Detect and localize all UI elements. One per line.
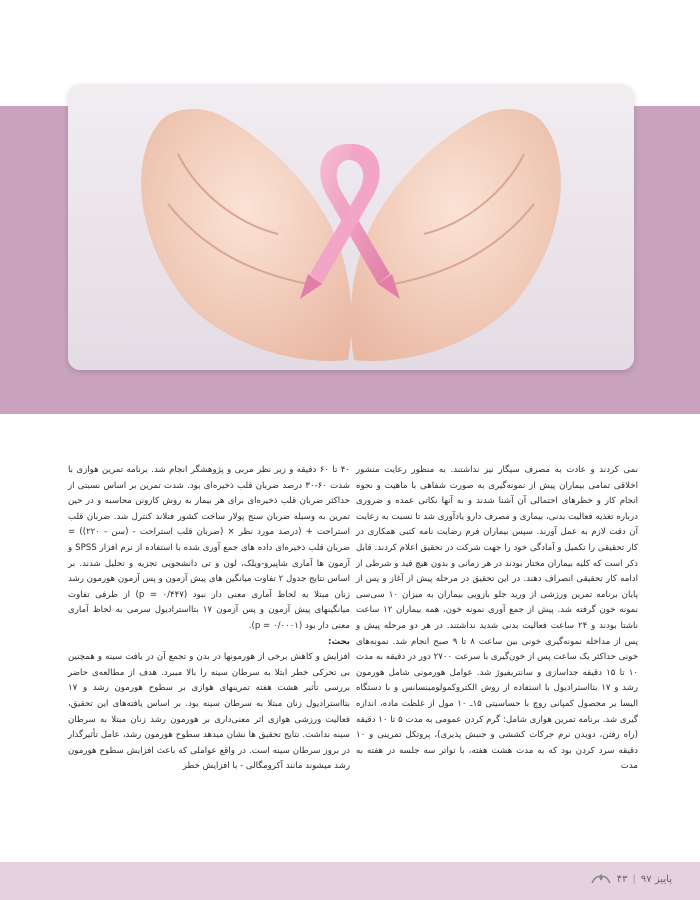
- article-column-right: [356, 463, 638, 775]
- article-column-left: [68, 463, 350, 775]
- hero-photo: [68, 84, 634, 370]
- body-paragraph: نمی کردند و عادت به مصرف سیگار نیز نداشتند. به منظور رعایت منشور اخلاقی تمامی بیماران پیش از نمونه‌گیری به صورت شفاهی با ماهیت و نحوه انجام کار و خطرهای احتمالی آن آشنا شدند و به آنها نکاتی عمده و ضروری درباره تغذیه فعالیت بدنی، بیماری و مصرف دارو یادآوری شد تا نسبت به رعایت آن دقت لازم به عمل آورند. سپس بیماران فرم رضایت نامه کتبی همکاری در کار تحقیقی را تکمیل و آمادگی خود را جهت شرکت در تحقیق اعلام کردند. قابل ذکر است که کلیه بیماران مختار بودند در هر زمانی و بدون هیچ قید و شرطی از ادامه کار تحقیقی انصراف دهند. در این تحقیق در مرحله پیش از آغاز و پس از پایان برنامه تمرین ورزشی از ورید جلو بازویی بیماران به میزان ۱۰ سی‌سی نمونه خون گرفته شد. پیش از جمع آوری نمونه خون، همه بیماران ۱۲ ساعت ناشتا بودند و ۲۴ ساعت فعالیت بدنی شدید نداشتند. در هر دو مرحله پیش و پس از مداخله نمونه‌گیری خونی بین ساعت ۸ تا ۹ صبح انجام شد. نمونه‌های خونی حداکثر یک ساعت پس از خون‌گیری با سرعت ۲۷۰۰ دور در دقیقه به مدت ۱۰ تا ۱۵ دقیقه جداسازی و سانتریفیوژ شد. عوامل هورمونی شامل هورمون رشد و ۱۷ بتااسترادیول با استفاده از روش الکتروکمولومینسانس و با دستگاه الیسا یر محصول کمپانی روچ با حساسیتی ۱۵ـ ۱۰ مول از غلظت ماده، اندازه گیری شد. برنامه تمرین هوازی شامل: گرم کردن عمومی به مدت ۵ تا ۱۰ دقیقه (راه رفتن، دویدن نرم حرکات کششی و جنبش پذیری)، پروتکل تمرینی و ۱۰ دقیقه سرد کردن بود که به مدت هشت هفته، با تواتر سه جلسه در هفته به مدت: [356, 465, 639, 772]
- body-paragraph: ۴۰ تا ۶۰ دقیقه و زیر نظر مربی و پژوهشگر انجام شد. برنامه تمرین هوازی با شدت ۶۰-۳۰ درصد ضربان قلب ذخیره‌ای بود. شدت تمرین بر اساس نسبتی از حداکثر ضربان قلب ذخیره‌ای برای هر بیمار به روش کارونن محاسبه و در حین تمرین به وسیله ضربان سنج پولار ساخت کشور فنلاند کنترل شد. ضربان قلب استراحت + (درصد مورد نظر × (ضربان قلب استراحت - (سن - ۲۲۰)) = ضربان قلب ذخیره‌ای داده های جمع آوری شده با استفاده از نرم افزار SPSS و آزمون ها آماری شاپیرو-ویلک، لون و تی دانشجویی تجزیه و تحلیل شدند. بر اساس نتایج جدول ۲ تفاوت میانگین های پیش آزمون و پس آزمون هورمون رشد زنان مبتلا به لحاظ آماری معنی دار نبود (p = ۰/۴۴۷) از طرفی تفاوت میانگینهای پیش آزمون و پس آزمون ۱۷ بتااسترادیول سرمی به لحاظ آماری معنی دار بود (p = ۰/۰۰۰۱).: [68, 465, 351, 631]
- body-paragraph: افزایش و کاهش برخی از هورمونها در بدن و تجمع آن در بافت سینه و همچنین بی تحرکی خطر ابتلا به سرطان سینه را بالا میبرد. هدف از مطالعه‌ی حاضر بررسی تأثیر هشت هفته تمرینهای هوازی بر سطوح هورمون رشد و ۱۷ بتااسترادیول زنان مبتلا به سرطان سینه بود. بر اساس یافته‌های این تحقیق، فعالیت ورزشی هوازی اثر معنی‌داری بر هورمون رشد زنان مبتلا به سرطان سینه نداشت. نتایج تحقیق ها نشان میدهد سطوح هورمون رشد، عامل تأثیرگذار در بروز سرطان سینه است. در واقع عواملی که باعث افزایش سطوح هورمون رشد میشوند مانند آکرومگالی - با افزایش خطر: [68, 652, 350, 772]
- issue-season: پاییز ۹۷: [640, 873, 672, 885]
- hands-holding-pink-ribbon-icon: [68, 84, 634, 370]
- magazine-logo-icon: [590, 872, 612, 886]
- page-number: ۴۳: [616, 873, 628, 885]
- page-footer: [590, 872, 672, 886]
- footer-divider: |: [632, 873, 636, 885]
- section-heading-discussion: بحث:: [328, 636, 350, 647]
